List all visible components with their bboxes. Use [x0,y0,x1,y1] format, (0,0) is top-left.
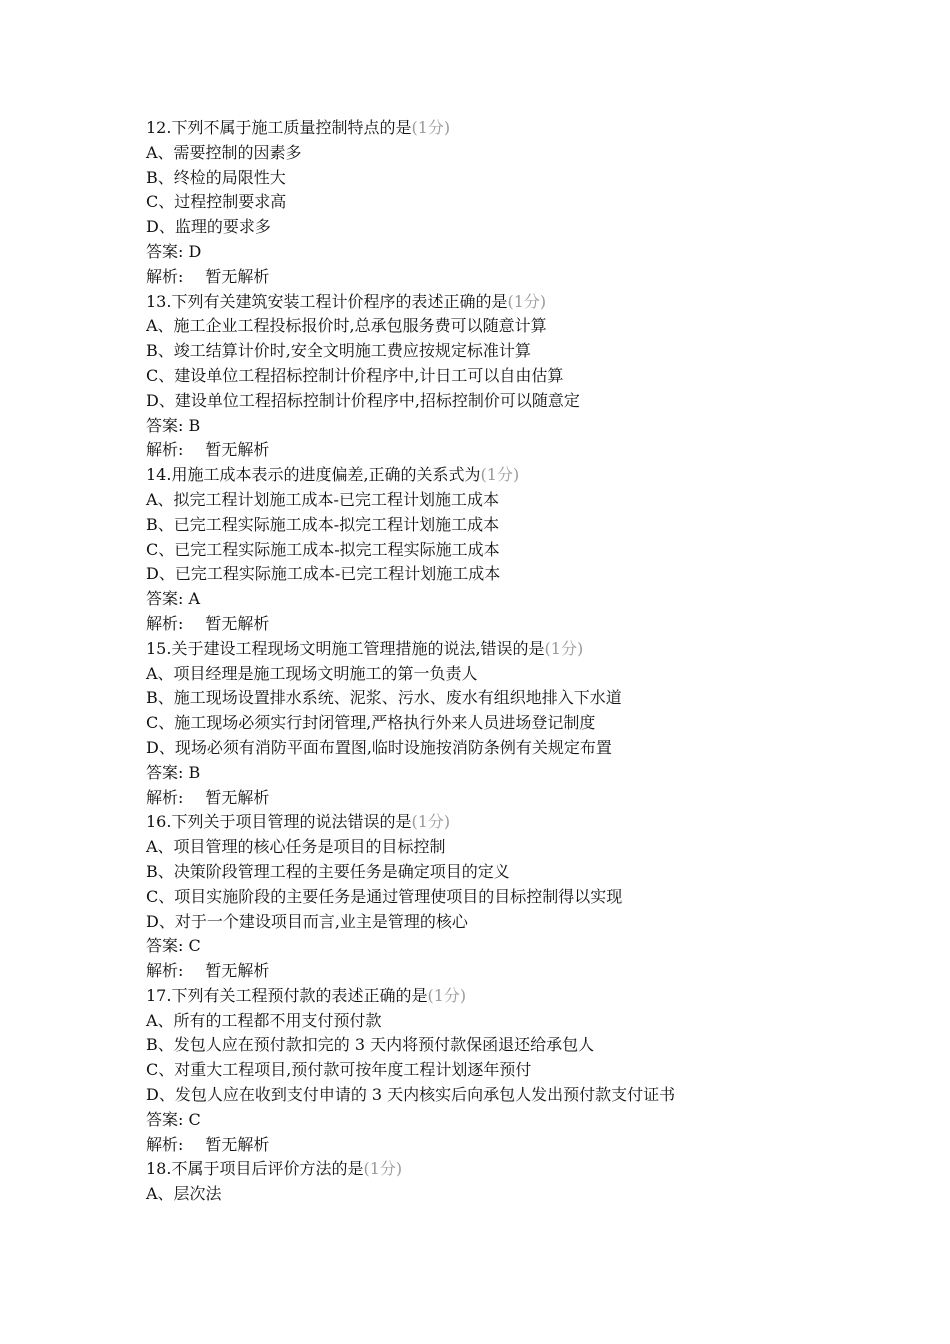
option-c: C、项目实施阶段的主要任务是通过管理使项目的目标控制得以实现 [146,886,623,906]
analysis-line [146,959,846,984]
option-c: C、过程控制要求高 [146,192,287,212]
analysis-label: 解析: [146,440,184,460]
analysis-label: 解析: [146,1134,184,1154]
question-15 [146,637,846,811]
analysis-text: 暂无解析 [205,787,270,807]
analysis-text: 暂无解析 [205,613,270,633]
question-text: 17.下列有关工程预付款的表述正确的是 [146,985,428,1005]
question-stem [146,810,846,835]
question-stem [146,984,846,1009]
analysis-label: 解析: [146,787,184,807]
option-a: A、项目管理的核心任务是项目的目标控制 [146,837,446,857]
option-b: B、终检的局限性大 [146,167,286,187]
analysis-line [146,1133,846,1158]
answer-line: 答案: D [146,241,202,261]
analysis-line [146,265,846,290]
analysis-line [146,612,846,637]
analysis-label: 解析: [146,961,184,981]
question-text: 18.不属于项目后评价方法的是 [146,1159,364,1179]
answer-line: 答案: B [146,762,201,782]
option-c: C、已完工程实际施工成本-拟完工程实际施工成本 [146,539,500,559]
answer-line: 答案: C [146,1109,201,1129]
answer-line: 答案: A [146,589,201,609]
option-d: D、对于一个建设项目而言,业主是管理的核心 [146,911,468,931]
option-b: B、竣工结算计价时,安全文明施工费应按规定标准计算 [146,341,531,361]
analysis-text: 暂无解析 [205,961,270,981]
option-c: C、对重大工程项目,预付款可按年度工程计划逐年预付 [146,1060,532,1080]
question-text: 12.下列不属于施工质量控制特点的是 [146,118,412,137]
answer-line: 答案: B [146,415,201,435]
question-stem [146,290,846,315]
question-text: 13.下列有关建筑安装工程计价程序的表述正确的是 [146,291,508,311]
option-d: D、已完工程实际施工成本-已完工程计划施工成本 [146,564,501,584]
question-stem [146,116,846,141]
option-a: A、施工企业工程投标报价时,总承包服务费可以随意计算 [146,316,547,336]
analysis-line [146,438,846,463]
question-stem [146,637,846,662]
option-d: D、现场必须有消防平面布置图,临时设施按消防条例有关规定布置 [146,737,612,757]
option-a: A、需要控制的因素多 [146,142,302,162]
document-page [146,116,846,1207]
analysis-text: 暂无解析 [205,440,270,460]
question-score: (1分) [544,638,584,658]
question-16 [146,810,846,984]
option-a: A、项目经理是施工现场文明施工的第一负责人 [146,663,478,683]
option-b: B、已完工程实际施工成本-拟完工程计划施工成本 [146,514,500,534]
question-13 [146,290,846,464]
analysis-text: 暂无解析 [205,1134,270,1154]
question-score: (1分) [363,1159,403,1179]
option-d: D、发包人应在收到支付申请的 3 天内核实后向承包人发出预付款支付证书 [146,1085,676,1105]
option-c: C、施工现场必须实行封闭管理,严格执行外来人员进场登记制度 [146,713,596,733]
option-b: B、施工现场设置排水系统、泥浆、污水、废水有组织地排入下水道 [146,688,622,708]
question-12 [146,116,846,290]
option-d: D、建设单位工程招标控制计价程序中,招标控制价可以随意定 [146,390,580,410]
option-c: C、建设单位工程招标控制计价程序中,计日工可以自由估算 [146,365,564,385]
question-18 [146,1157,846,1207]
analysis-label: 解析: [146,266,184,286]
question-text: 16.下列关于项目管理的说法错误的是 [146,812,412,832]
question-score: (1分) [480,465,520,485]
option-a: A、所有的工程都不用支付预付款 [146,1010,382,1030]
question-score: (1分) [507,291,547,311]
question-text: 14.用施工成本表示的进度偏差,正确的关系式为 [146,465,481,485]
analysis-line [146,786,846,811]
question-stem [146,1157,846,1182]
option-a: A、拟完工程计划施工成本-已完工程计划施工成本 [146,489,499,509]
analysis-text: 暂无解析 [205,266,270,286]
question-17 [146,984,846,1158]
question-text: 15.关于建设工程现场文明施工管理措施的说法,错误的是 [146,638,545,658]
question-score: (1分) [411,118,451,137]
answer-line: 答案: C [146,936,201,956]
option-a: A、层次法 [146,1184,222,1204]
analysis-label: 解析: [146,613,184,633]
option-d: D、监理的要求多 [146,217,271,237]
option-b: B、决策阶段管理工程的主要任务是确定项目的定义 [146,861,510,881]
option-b: B、发包人应在预付款扣完的 3 天内将预付款保函退还给承包人 [146,1035,595,1055]
question-score: (1分) [427,985,467,1005]
question-14 [146,463,846,637]
question-stem [146,463,846,488]
question-score: (1分) [411,812,451,832]
